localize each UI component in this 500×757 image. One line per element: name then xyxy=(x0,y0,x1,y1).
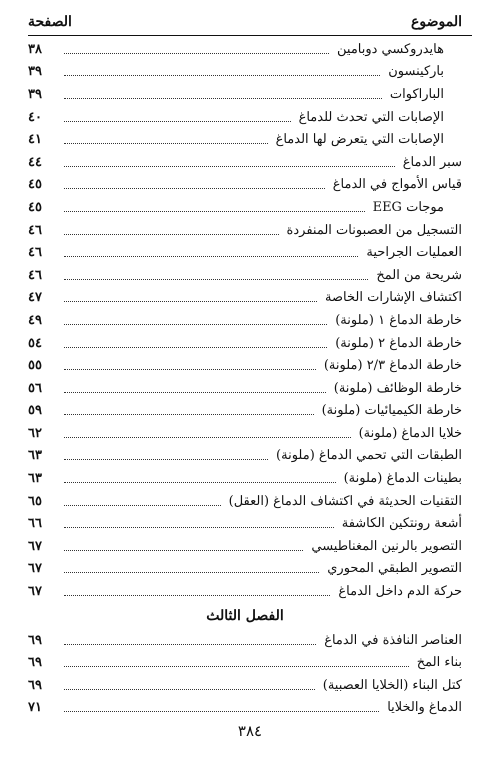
entry-title: التصوير الطبقي المحوري xyxy=(327,561,462,577)
dot-leader xyxy=(64,248,358,257)
toc-entry xyxy=(28,377,462,400)
entry-title: خارطة الكيميائيات (ملونة) xyxy=(321,403,462,419)
toc-entry xyxy=(28,83,462,106)
toc-entry xyxy=(28,332,462,355)
entry-page-number: ٤٥ xyxy=(28,177,42,193)
entry-page-number: ٤٦ xyxy=(28,245,42,261)
toc-entry xyxy=(28,106,462,129)
entry-title: الإصابات التي تحدث للدماغ xyxy=(298,109,444,125)
entry-title: حركة الدم داخل الدماغ xyxy=(338,584,462,600)
dot-leader xyxy=(64,293,317,302)
entry-title: التقنيات الحديثة في اكتشاف الدماغ (العقل) xyxy=(228,493,462,509)
toc-entry xyxy=(28,174,462,197)
toc-entry xyxy=(28,151,462,174)
dot-leader xyxy=(64,587,330,596)
dot-leader xyxy=(64,339,327,348)
toc-entry xyxy=(28,400,462,423)
entry-page-number: ٦٧ xyxy=(28,538,42,554)
toc-entry xyxy=(28,264,462,287)
header-divider xyxy=(28,35,472,36)
entry-page-number: ٦٩ xyxy=(28,632,42,648)
toc-entry xyxy=(28,467,462,490)
entry-title: شريحة من المخ xyxy=(376,267,462,283)
entry-page-number: ٦٦ xyxy=(28,516,42,532)
entry-page-number: ٦٣ xyxy=(28,471,42,487)
entry-title: أشعة رونتكين الكاشفة xyxy=(341,516,462,532)
page-number: ٣٨٤ xyxy=(237,722,263,740)
entry-title: العمليات الجراحية xyxy=(366,245,462,261)
entry-title: موجات EEG xyxy=(372,199,444,215)
dot-leader xyxy=(64,361,316,370)
dot-leader xyxy=(64,113,291,122)
dot-leader xyxy=(64,497,221,506)
toc-entry xyxy=(28,512,462,535)
toc-entry xyxy=(28,61,462,84)
toc-entry xyxy=(28,422,462,445)
toc-entry xyxy=(28,38,462,61)
dot-leader xyxy=(64,316,327,325)
toc-entry xyxy=(28,241,462,264)
entry-title: اكتشاف الإشارات الخاصة xyxy=(325,290,462,306)
entry-title: الإصابات التي يتعرض لها الدماغ xyxy=(275,132,444,148)
toc-entries-top xyxy=(28,38,462,603)
toc-entry xyxy=(28,651,462,674)
entry-title: الدماغ والخلايا xyxy=(387,700,462,716)
entry-page-number: ٥٤ xyxy=(28,335,42,351)
entry-title: باركينسون xyxy=(388,64,444,80)
entry-page-number: ٤٦ xyxy=(28,267,42,283)
dot-leader xyxy=(64,158,395,167)
entry-page-number: ٣٩ xyxy=(28,86,42,102)
dot-leader xyxy=(64,542,303,551)
entry-title: خارطة الدماغ ٢/٣ (ملونة) xyxy=(323,358,462,374)
dot-leader xyxy=(64,636,316,645)
entry-title: هايدروكسي دوبامين xyxy=(337,41,444,57)
dot-leader xyxy=(64,451,268,460)
dot-leader xyxy=(64,90,382,99)
entry-title: خارطة الدماغ ١ (ملونة) xyxy=(335,312,462,328)
entry-title: خارطة الوظائف (ملونة) xyxy=(333,380,462,396)
dot-leader xyxy=(64,519,334,528)
toc-entry xyxy=(28,445,462,468)
entry-page-number: ٦٢ xyxy=(28,425,42,441)
toc-entry xyxy=(28,580,462,603)
entry-page-number: ٦٩ xyxy=(28,677,42,693)
toc-entry xyxy=(28,697,462,720)
toc-entry xyxy=(28,196,462,219)
toc-entries-bottom xyxy=(28,629,462,719)
entry-page-number: ٤٥ xyxy=(28,199,42,215)
entry-page-number: ٣٨ xyxy=(28,41,42,57)
entry-title: بطينات الدماغ (ملونة) xyxy=(343,471,462,487)
entry-title: سبر الدماغ xyxy=(402,154,462,170)
entry-page-number: ٦٧ xyxy=(28,561,42,577)
toc-entry xyxy=(28,287,462,310)
entry-page-number: ٦٣ xyxy=(28,448,42,464)
entry-page-number: ٧١ xyxy=(28,700,42,716)
entry-page-number: ٦٥ xyxy=(28,493,42,509)
dot-leader xyxy=(64,474,336,483)
entry-page-number: ٥٩ xyxy=(28,403,42,419)
chapter-heading: الفصل الثالث xyxy=(206,607,284,624)
entry-title: العناصر النافذة في الدماغ xyxy=(324,632,462,648)
dot-leader xyxy=(64,271,368,280)
entry-page-number: ٤٤ xyxy=(28,154,42,170)
entry-page-number: ٥٥ xyxy=(28,358,42,374)
entry-title: خلايا الدماغ (ملونة) xyxy=(358,425,462,441)
dot-leader xyxy=(64,180,325,189)
page-column-label: الصفحة xyxy=(28,14,72,30)
entry-title: قياس الأمواج في الدماغ xyxy=(332,177,462,193)
entry-title: التسجيل من العصبونات المنفردة xyxy=(286,222,462,238)
toc-header xyxy=(28,8,462,36)
entry-page-number: ٤١ xyxy=(28,132,42,148)
toc-entry xyxy=(28,558,462,581)
dot-leader xyxy=(64,703,379,712)
toc-entry xyxy=(28,674,462,697)
entry-page-number: ٤٧ xyxy=(28,290,42,306)
dot-leader xyxy=(64,135,268,144)
entry-title: كتل البناء (الخلايا العصبية) xyxy=(322,677,462,693)
entry-title: التصوير بالرنين المغناطيسي xyxy=(311,538,462,554)
entry-title: بناء المخ xyxy=(416,655,462,671)
topic-column-label: الموضوع xyxy=(411,14,462,30)
entry-page-number: ٤٩ xyxy=(28,312,42,328)
dot-leader xyxy=(64,384,326,393)
toc-entry xyxy=(28,354,462,377)
toc-entry xyxy=(28,219,462,242)
toc-entry xyxy=(28,535,462,558)
dot-leader xyxy=(64,203,365,212)
dot-leader xyxy=(64,658,409,667)
entry-page-number: ٦٧ xyxy=(28,584,42,600)
dot-leader xyxy=(64,406,314,415)
toc-entry xyxy=(28,629,462,652)
toc-entry xyxy=(28,309,462,332)
entry-page-number: ٤٠ xyxy=(28,109,42,125)
entry-page-number: ٤٦ xyxy=(28,222,42,238)
dot-leader xyxy=(64,429,351,438)
entry-page-number: ٥٦ xyxy=(28,380,42,396)
entry-page-number: ٣٩ xyxy=(28,64,42,80)
entry-title: الباراكوات xyxy=(389,86,444,102)
dot-leader xyxy=(64,564,319,573)
toc-list xyxy=(28,38,462,719)
dot-leader xyxy=(64,45,329,54)
toc-entry xyxy=(28,490,462,513)
dot-leader xyxy=(64,226,279,235)
dot-leader xyxy=(64,681,315,690)
entry-title: الطبقات التي تحمي الدماغ (ملونة) xyxy=(276,448,462,464)
toc-entry xyxy=(28,128,462,151)
dot-leader xyxy=(64,67,380,76)
entry-title: خارطة الدماغ ٢ (ملونة) xyxy=(335,335,462,351)
entry-page-number: ٦٩ xyxy=(28,655,42,671)
